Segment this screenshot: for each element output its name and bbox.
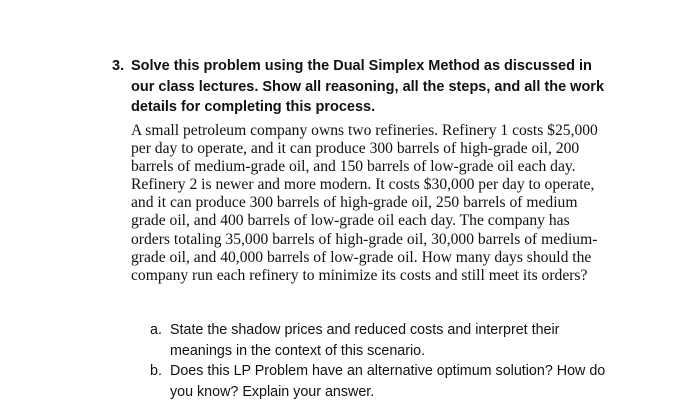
sub-question-list <box>150 320 620 402</box>
heading-line: Solve this problem using the Dual Simplex Method as discussed in our <box>131 58 592 95</box>
sub-question-line: State the shadow prices and reduced costs and interpret their <box>170 322 560 338</box>
body-line: grade oil, and 40,000 barrels of low-grade oil. How many days should the <box>131 248 592 266</box>
body-line: and it can produce 300 barrels of high-grade oil, 250 barrels of medium <box>131 194 578 212</box>
sub-question-marker: a. <box>150 322 162 338</box>
body-line: barrels of medium-grade oil, and 150 barrels of low-grade oil each day. <box>131 158 576 176</box>
body-line: A small petroleum company owns two refineries. Refinery 1 costs $25,000 <box>131 122 598 139</box>
body-line: orders totaling 35,000 barrels of high-grade oil, 30,000 barrels of medium- <box>131 230 598 248</box>
sub-question-line: meanings in the context of this scenario. <box>170 342 426 359</box>
body-line: company run each refinery to minimize its costs and still meet its orders? <box>131 266 588 284</box>
heading-line: for completing this process. <box>180 99 376 115</box>
body-line: Refinery 2 is newer and more modern. It costs $30,000 per day to operate, <box>131 176 595 194</box>
problem-statement <box>131 122 611 285</box>
sub-question-marker: b. <box>150 363 162 379</box>
body-line: per day to operate, and it can produce 300 barrels of high-grade oil, 200 <box>131 140 580 158</box>
question-heading <box>131 56 611 118</box>
heading-line: class lectures. Show all reasoning, all the steps, and all the work details <box>131 78 605 115</box>
sub-question-a <box>150 320 620 361</box>
question-number: 3. <box>112 58 125 74</box>
body-line: grade oil, and 400 barrels of low-grade oil each day. The company has <box>131 212 570 230</box>
sub-question-line: you know? Explain your answer. <box>170 383 375 400</box>
sub-question-line: Does this LP Problem have an alternative optimum solution? How do <box>170 363 606 379</box>
sub-question-b <box>150 361 620 402</box>
